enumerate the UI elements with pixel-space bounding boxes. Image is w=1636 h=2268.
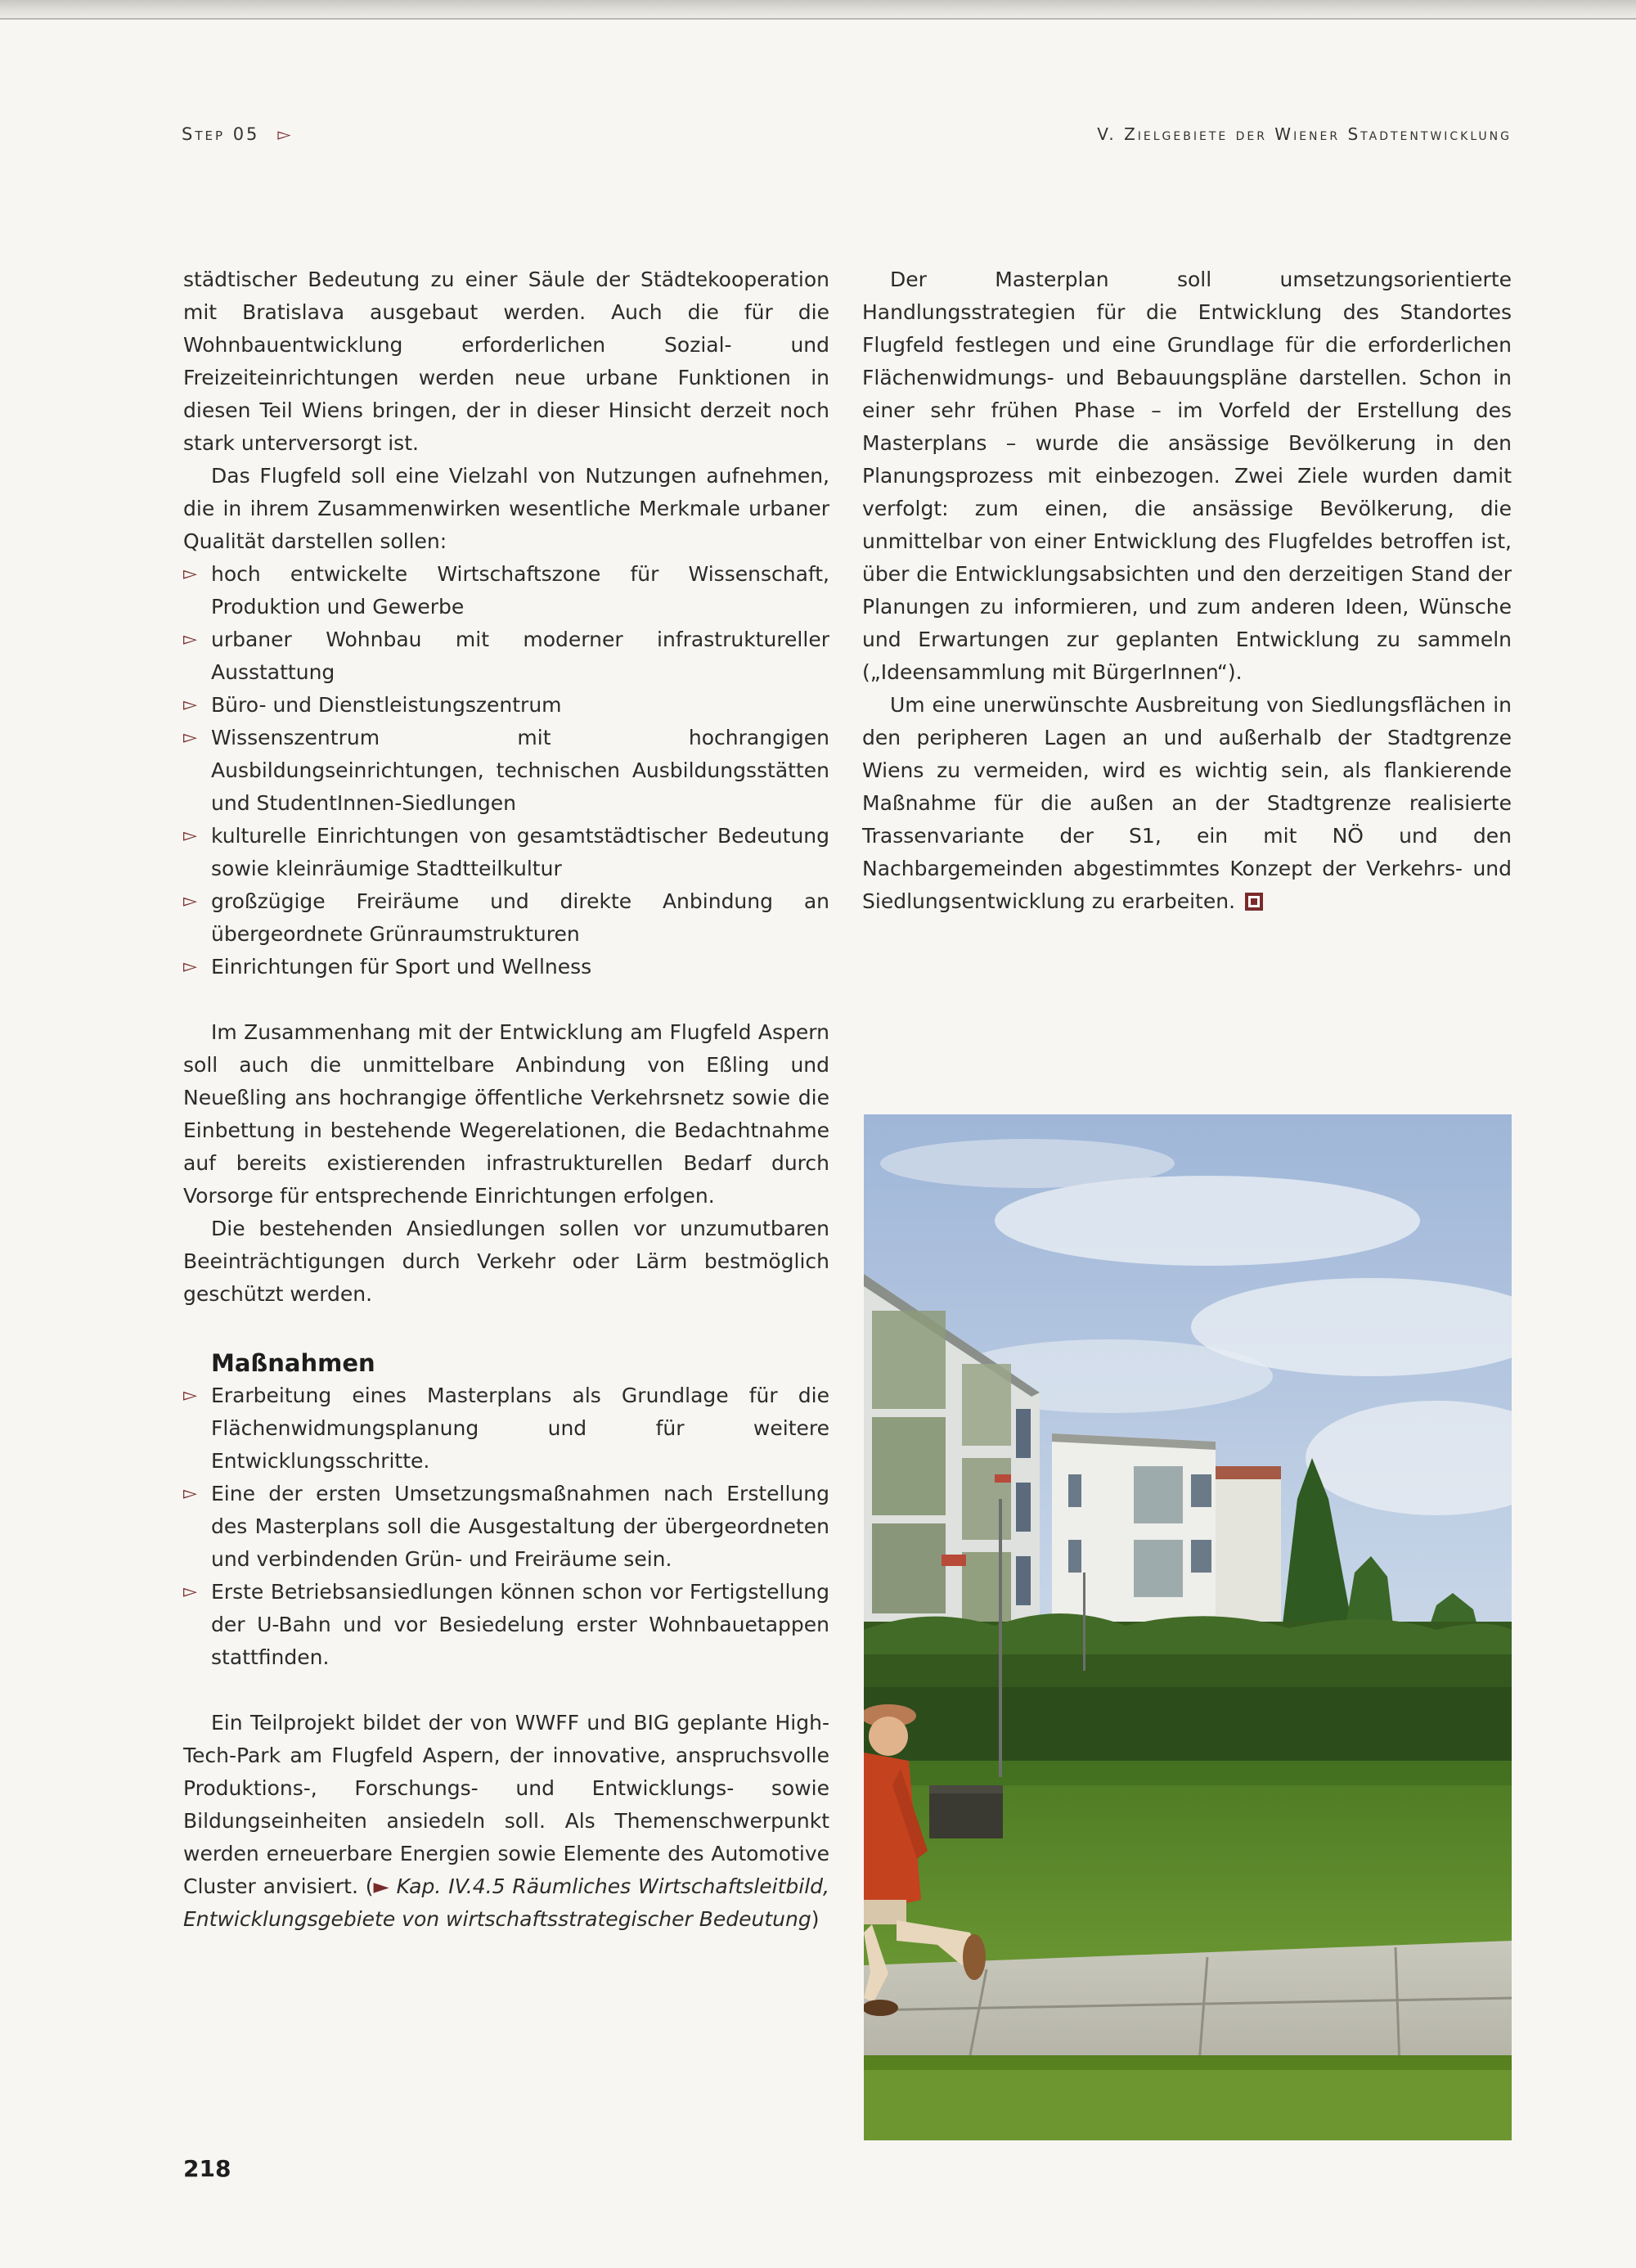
bullet-triangle-icon: ▻ xyxy=(183,727,197,748)
bullet-triangle-icon: ▻ xyxy=(183,1582,197,1602)
bullet-triangle-icon: ▻ xyxy=(183,826,197,846)
bullet-triangle-icon: ▻ xyxy=(183,891,197,911)
measures-list xyxy=(183,1379,829,1674)
list-item: ▻ Eine der ersten Umsetzungsmaßnahmen nach Erstellung des Masterplans soll die Ausgestaltung der übergeordneten und verbindenden Grün- und Freiräume sein. xyxy=(183,1478,829,1576)
bullet-triangle-icon: ▻ xyxy=(183,629,197,650)
list-item: ▻ urbaner Wohnbau mit moderner infrastruktureller Ausstattung xyxy=(183,623,829,689)
bullet-triangle-icon: ▻ xyxy=(183,1385,197,1406)
paragraph-intro: städtischer Bedeutung zu einer Säule der Städtekooperation mit Bratislava ausgebaut werden. Auch die für die Wohnbauentwicklung erforderlichen Sozial- und Freizeiteinrichtungen werden neue urbane Funktionen in diesen Teil Wiens bringen, der in dieser Hinsicht derzeit noch stark unterversorgt ist. xyxy=(183,268,829,455)
paragraph-masterplan: Der Masterplan soll umsetzungsorientierte Handlungsstrategien für die Entwicklung des Standortes Flugfeld festlegen und eine Grundlage für die erforderlichen Flächenwidmungs- und Bebauungspläne darstellen. Schon in einer sehr frühen Phase – im Vorfeld der Erstellung des Masterplans – wurde die ansässige Bevölkerung in den Planungsprozess mit einbezogen. Zwei Ziele wurden damit verfolgt: zum einen, die ansässige Bevölkerung, die unmittelbar von einer Entwicklung des Flugfeldes betroffen ist, über die Entwicklungsabsichten und den derzeitigen Stand der Planungen zu informieren, und zum anderen Ideen, Wünsche und Erwartungen zur geplanten Entwicklung zu sammeln („Ideensammlung mit BürgerInnen“). xyxy=(862,268,1512,684)
crossref-arrow-icon: ► xyxy=(373,1874,389,1898)
paragraph-anbindung: Im Zusammenhang mit der Entwicklung am Flugfeld Aspern soll auch die unmittelbare Anbindung von Eßling und Neueßling ans hochrangige öffentliche Verkehrsnetz sowie die Einbettung in bestehende Wegerelationen, die Bedachtnahme auf bereits existierenden infrastrukturellen Bedarf durch Vorsorge für entsprechende Einrichtungen erfolgen. xyxy=(183,1020,829,1208)
list-item: ▻ Erarbeitung eines Masterplans als Grundlage für die Flächenwidmungsplanung und für weitere Entwicklungsschritte. xyxy=(183,1379,829,1478)
bullet-triangle-icon: ▻ xyxy=(183,1483,197,1504)
left-column xyxy=(183,263,829,1936)
list-item: ▻ Büro- und Dienstleistungszentrum xyxy=(183,689,829,722)
list-item: ▻ großzügige Freiräume und direkte Anbindung an übergeordnete Grünraumstrukturen xyxy=(183,885,829,951)
list-item: ▻ Wissenszentrum mit hochrangigen Ausbildungseinrichtungen, technischen Ausbildungsstätten und StudentInnen-Siedlungen xyxy=(183,722,829,820)
scan-edge-line xyxy=(0,18,1636,20)
bullet-triangle-icon: ▻ xyxy=(183,564,197,584)
housing-photo xyxy=(864,1114,1512,2140)
end-of-section-icon xyxy=(1245,893,1263,911)
paragraph-teilprojekt: Ein Teilprojekt bildet der von WWFF und BIG geplante High-Tech-Park am Flugfeld Aspern, der innovative, anspruchsvolle Produktions-, Forschungs- und Entwicklungs- sowie Bildungseinheiten ansiedeln soll. Als Themenschwerpunkt werden erneuerbare Energien sowie Elemente des Automotive Cluster anvisiert. (► Kap. IV.4.5 Räumliches Wirtschaftsleitbild, Entwicklungsgebiete von wirtschaftsstrategischer Bedeutung) xyxy=(183,1711,830,1931)
bullet-triangle-icon: ▻ xyxy=(183,695,197,715)
list-item: ▻ hoch entwickelte Wirtschaftszone für Wissenschaft, Produktion und Gewerbe xyxy=(183,558,829,623)
paragraph-ausbreitung: Um eine unerwünschte Ausbreitung von Siedlungsflächen in den peripheren Lagen an und außerhalb der Stadtgrenze Wiens zu vermeiden, wird es wichtig sein, als flankierende Maßnahme für die außen an der Stadtgrenze realisierte Trassenvariante der S1, ein mit NÖ und den Nachbargemeinden abgestimmtes Konzept der Verkehrs- und Siedlungsentwicklung zu erarbeiten. xyxy=(862,693,1512,913)
page-number: 218 xyxy=(183,2155,231,2182)
right-column xyxy=(862,263,1512,918)
paragraph-flugfeld: Das Flugfeld soll eine Vielzahl von Nutzungen aufnehmen, die in ihrem Zusammenwirken wesentliche Merkmale urbaner Qualität darstellen sollen: xyxy=(183,464,829,553)
list-item: ▻ Einrichtungen für Sport und Wellness xyxy=(183,951,829,983)
section-label: Step 05 xyxy=(182,124,260,144)
measures-heading: Maßnahmen xyxy=(211,1349,375,1377)
running-header-right: V. Zielgebiete der Wiener Stadtentwicklung xyxy=(1097,124,1512,144)
paragraph-ansiedlungen: Die bestehenden Ansiedlungen sollen vor unzumutbaren Beeinträchtigungen durch Verkehr oder Lärm bestmöglich geschützt werden. xyxy=(183,1217,829,1306)
bullet-triangle-icon: ▻ xyxy=(183,956,197,977)
scan-edge xyxy=(0,0,1636,18)
triangle-right-icon: ▻ xyxy=(277,124,291,144)
cross-reference-link[interactable]: Kap. IV.4.5 Räumliches Wirtschaftsleitbild, Entwicklungsgebiete von wirtschaftsstrategischer Bedeutung xyxy=(183,1874,830,1931)
running-header-left xyxy=(182,124,291,144)
list-item: ▻ Erste Betriebsansiedlungen können schon vor Fertigstellung der U-Bahn und vor Besiedelung erster Wohnbauetappen stattfinden. xyxy=(183,1576,829,1674)
list-item: ▻ kulturelle Einrichtungen von gesamtstädtischer Bedeutung sowie kleinräumige Stadtteilkultur xyxy=(183,820,829,885)
uses-list xyxy=(183,558,829,983)
